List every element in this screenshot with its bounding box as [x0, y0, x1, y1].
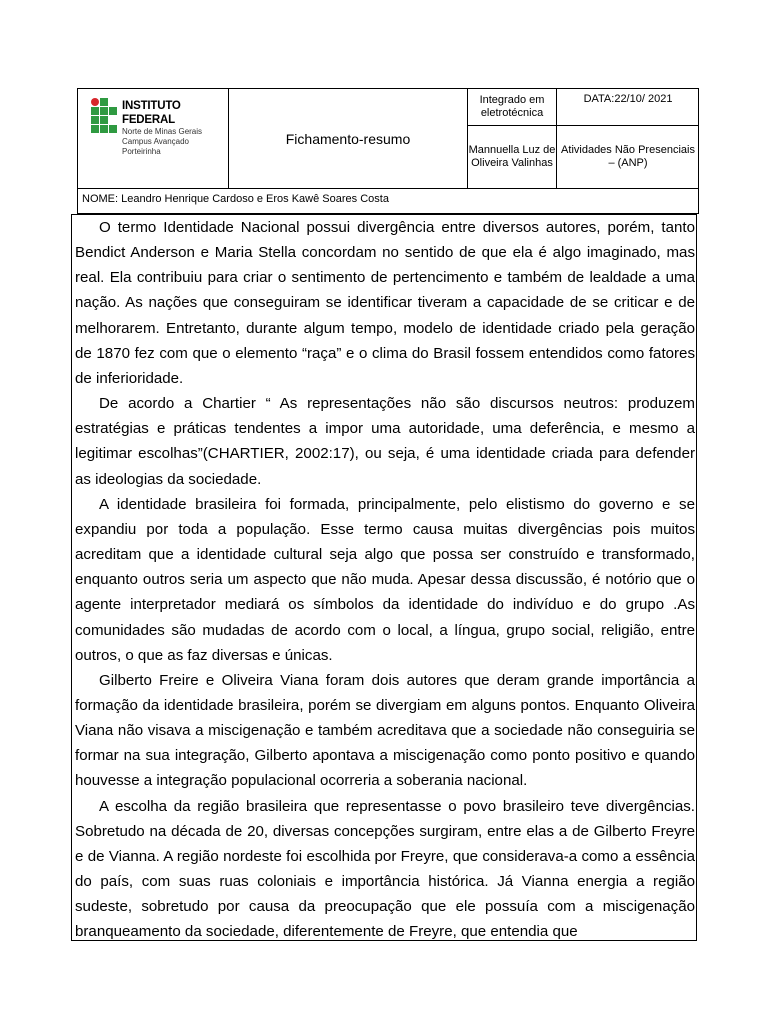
teacher-name: [467, 126, 556, 188]
students-name: NOME: Leandro Henrique Cardoso e Eros Kawê Soares Costa: [78, 188, 698, 213]
logo-subtitle-2: Campus Avançado Porteirinha: [122, 137, 190, 156]
date-label: DATA:22/10/ 2021: [556, 89, 699, 126]
paragraph: Gilberto Freire e Oliveira Viana foram dois autores que deram grande importância a formação da identidade brasileira, porém se divergiam em alguns pontos. Enquanto Oliveira Viana não visava a miscigenação e também acreditava que a sociedade não conseguiria se formar na sua integração, Gilberto apontava a miscigenação como ponto positivo e quando houvesse a integração populacional ocorreria a soberania nacional.: [75, 671, 695, 790]
activity-type: [556, 126, 699, 188]
paragraph: O termo Identidade Nacional possui divergência entre diversos autores, porém, tanto Bendict Anderson e Maria Stella concordam no sentido de que ela é algo imaginado, mas real. Ela contribuiu para criar o sentimento de pertencimento e também de lealdade a uma nação. As nações que conseguiram se identificar tiveram a capacidade de se criticar e de melhorarem. Entretanto, durante algum tempo, modelo de identidade criado pela geração de 1870 fez com que o elemento “raça” e o clima do Brasil fossem entendidos como fatores de inferioridade.: [75, 219, 695, 387]
course-label: Integrado em eletrotécnica: [467, 89, 556, 126]
document-title: Fichamento-resumo: [228, 89, 467, 188]
paragraph: A escolha da região brasileira que representasse o povo brasileiro teve divergências. Sobretudo na década de 20, diversas concepções surgiram, entre elas a de Gilberto Freyre e de Vianna. A região nordeste foi escolhida por Freyre, que considerava-a como a essência do país, com suas ruas coloniais e importância histórica. Já Vianna energia a região sudeste, sobretudo por causa da preocupação que ele possuía com a miscigenação branqueamento da sociedade, diferentemente de Freyre, que entendia que: [75, 797, 695, 941]
text-body: [71, 214, 697, 941]
teacher-name-text: Mannuella Luz de Oliveira Valinhas: [468, 144, 556, 169]
activity-type-text: Atividades Não Presenciais – (ANP): [561, 144, 695, 169]
header-table: [77, 88, 699, 214]
paragraph: De acordo a Chartier “ As representações não são discursos neutros: produzem estratégias e práticas tendentes a impor uma autoridade, uma deferência, e mesmo a legitimar escolhas”(CHARTIER, 2002:17), ou seja, é uma identidade criada para defender as ideologias da sociedade.: [75, 395, 695, 488]
paragraph: A identidade brasileira foi formada, principalmente, pelo elistismo do governo e se expandiu por toda a população. Esse termo causa muitas divergências pois muitos acreditam que a identidade cultural seja algo que possa ser construído e transformado, enquanto outros seria um aspecto que não muda. Apesar dessa discussão, é notório que o agente interpretador mediará os símbolos da identidade do indivíduo e do grupo .As comunidades são mudadas de acordo com o local, a língua, grupo social, religião, entre outros, o que as faz diversas e únicas.: [75, 495, 695, 664]
logo-cell: [78, 89, 228, 188]
instituto-federal-logo-icon: [91, 98, 117, 144]
logo-text: [122, 99, 226, 157]
logo-title: INSTITUTO FEDERAL: [122, 100, 181, 126]
logo-subtitle-1: Norte de Minas Gerais: [122, 127, 203, 136]
